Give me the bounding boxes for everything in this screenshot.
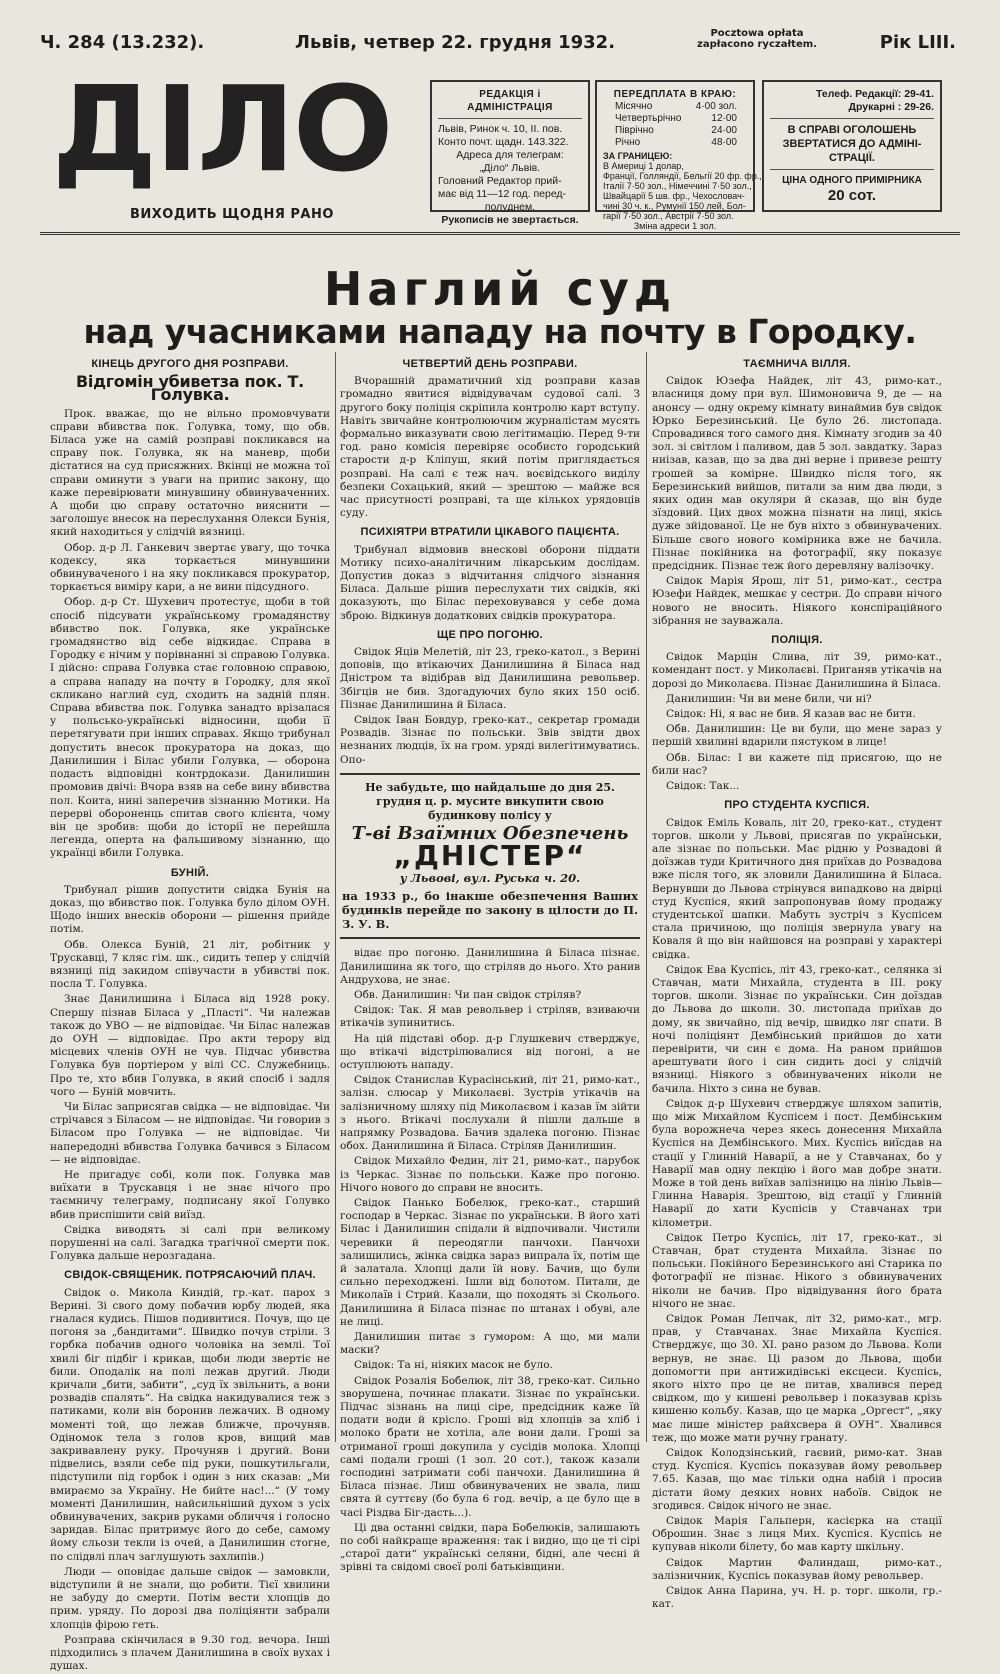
issue-number: Ч. 284 (13.232). xyxy=(40,32,205,53)
section-heading: ЩЕ ПРО ПОГОНЮ. xyxy=(437,628,543,641)
price-row: Річно 48·00 xyxy=(615,137,737,148)
abroad-heading: ЗА ГРАНИЦЕЮ: xyxy=(603,151,673,161)
section-heading: СВІДОК-СВЯЩЕНИК. ПОТРЯСАЮЧИЙ ПЛАЧ. xyxy=(64,1269,316,1282)
editorial-box xyxy=(430,80,590,226)
headline-main: Наглий суд xyxy=(323,262,677,316)
paragraph: Люди — оповідає дальше свідок — замовкли, відступили й не знали, що робити. Тієї хвилини не забуду до смерти. Потім вести хлопців до прим. уряду. По дорозі два поліціянти забрали хлопців фірою геть. xyxy=(50,1565,330,1631)
box-line: Конто почт. щадн. 143.322. xyxy=(438,136,569,148)
paragraph: Свідок Станислав Курасінський, літ 21, римо-кат., залізн. слюсар у Миколаєві. Зустрів утікачів на залізничному шляху під Миколаєвом і казав їм зійти з нього. Втікачі послухали й пішли дальше в напрямку Розвадова. Бачив здалека погоню. Пізнає обох. Данилишина й Біласа. Стріляв Данилишин. xyxy=(340,1074,640,1153)
paragraph: Свідок Петро Куспісь, літ 17, греко-кат., зі Ставчан, брат студента Михайла. Зізнає по польськи. Покійного Березинського ані Старика по фотографії не пізнає. Нікого з обвинувачених ніколи не бачив. Про відвідування його брата нічого не знає. xyxy=(652,1231,942,1310)
ad-top-text: Не забудьте, що найдальше до дня 25. грудня ц. р. мусите викупити свою будинкову полісу у xyxy=(365,780,615,822)
column-1 xyxy=(50,352,330,1673)
section-heading: КІНЕЦЬ ДРУГОГО ДНЯ РОЗПРАВИ. xyxy=(91,358,289,370)
abroad-line: чині 30 ч. к., Румунії 150 лей, Бол- xyxy=(603,201,746,211)
paragraph: Обв. Данилишин: Це ви були, що мене зараз у першій хвилині вдарили пястуком в лице! xyxy=(652,723,942,749)
paragraph: Вчорашній драматичний хід розправи казав громадно явитися відвідувачам судової салі. З другого боку поліція скріпила контролю карт вступу. Навіть звичайне контролюючим журналістам мусять формально виказувати свою легітимацію. Перед 9-ти год. рано комісія перевіряє особисто городський старости д-р Кліпуш, який потім приглядається розправі. На салі є теж нач. воєвідського виділу безпеки Сохацький, який — зрештою — майже вся час присутності розправі, та ще кількох урядовців суду. xyxy=(340,375,640,520)
section-heading: БУНІЙ. xyxy=(170,866,210,879)
paragraph: Свідок Мартин Фалиндаш, римо-кат., залізничник, Куспісь показував йому револьвер. xyxy=(652,1556,942,1582)
postage-line: Pocztowa opłata xyxy=(710,28,804,39)
box-line: Рукописів не звертається. xyxy=(441,214,579,226)
paragraph: Свідок Панько Бобелюк, греко-кат., старший господар в Черкас. Зізнає по українськи. В його хаті Білас і Данилишин спідали й відпочивали. Чистили черевики й переодягли панчохи. Панчохи залишились, жінка свідка зараз випрала їх, потім ще й залатала. Хлопці дали їй нову. Бачив, що були сильно переходжені. Ішли від болотом. Питали, де Миколаїв і Стрий. Казали, що походять зі Сколього. Данилишина й Біласа пізнає по штанах і обуві, але не лиці. xyxy=(340,1196,640,1328)
subscription-box xyxy=(595,80,762,231)
box-heading: ПЕРЕДПЛАТА В КРАЮ: xyxy=(613,89,737,100)
box-line: „Діло“ Львів. xyxy=(479,162,541,174)
insurance-advertisement xyxy=(340,773,640,939)
ad-brand: „ДНІСТЕР“ xyxy=(393,839,587,873)
paragraph: Свідок Розалія Бобелюк, літ 38, греко-кат. Сильно зворушена, починає плакати. Зізнає по українськи. Підчас зізнань на лиці сіре, предсідник каже їй подати води й крісло. Гроші від хлопців за хліб і молоко брати не хотіла, але вони дали. Гроші за отриманої гроші докупила у сусідів молока. Хлопці самі подали гроші (1 зол. 20 сот.), також казали господині затримати собі панчохи. Данилишина й Біласа пізнає. Лиш обвинувачених не звала, лиш свята й суттєву (бо була 6 год. вечір, а це було ще в часі Різдва Біг-дасть...). xyxy=(340,1374,640,1519)
ad-bottom-text: на 1933 р., бо інакше обезпечення Ваших будинків перейде по закону в цілости до П. З. У. В. xyxy=(342,889,638,932)
box-heading: РЕДАКЦІЯ і АДМІНІСТРАЦІЯ xyxy=(467,89,553,113)
phone-line: Телеф. Редакції: 29-41. xyxy=(816,88,934,100)
section-heading: ПРО СТУДЕНТА КУСПІСЯ. xyxy=(724,799,870,812)
box-line: полуднем. xyxy=(484,201,536,213)
abroad-line: Італії 7·50 зол., Німеччині 7·50 зол., xyxy=(603,181,752,191)
ad-address: у Львові, вул. Руська ч. 20. xyxy=(399,871,581,886)
paragraph: Не пригадує собі, коли пок. Голувка мав виїхати в Трускавця і не знає нічого про таємничу телеграму, подписану якої Голувко вбив приспішити свій виїзд. xyxy=(50,1168,330,1221)
paragraph: Трибунал рішив допустити свідка Бунія на доказ, що вбивство пок. Голувка було ділом ОУН. Щодо інших внесків оборони — рішення прийде потім. xyxy=(50,883,330,936)
paragraph: Обв. Олекса Буній, 21 літ, робітник у Трускавці, 7 кляс гім. шк., сидить тепер у слідчій вязниці під закидом співучасти в убивстві пок. посла Т. Голувка. xyxy=(50,938,330,991)
paragraph: Прок. вважає, що не вільно промовчувати справи вбивства пок. Голувка, тому, що обв. Біласа уже на самій розправі покликався на справу пок. Голувка, як на маневр, щоби дістатися на суд присяжних. Вкінці не можна тої справи оминути з уваги на припис закону, що каже перевірювати минувшину обвинуваченних. А щоби цю справу остаточно вияснити — заголошує внесок на переслухання Олекси Бунія, який находиться у слідчій вязниці. xyxy=(50,407,330,539)
column-3 xyxy=(652,352,942,1611)
postage-line: zapłacono ryczałtem. xyxy=(697,39,817,50)
paragraph: Данилишин: Чи ви мене били, чи ні? xyxy=(666,692,872,705)
box-line: Львів, Ринок ч. 10, II. пов. xyxy=(438,123,563,135)
abroad-line: Франції, Голляндії, Бельгії 20 фр. фр., xyxy=(603,171,762,181)
paragraph: Свідка виводять зі салі при великому порушенні на салі. Загадка трагічної смерти пок. Голувка дальше нерозгадана. xyxy=(50,1223,330,1263)
paragraph: Чи Білас заприсягав свідка — не відповідає. Чи стрічався з Біласом — не відповідає. Чи говорив з Біласом про Голувка — не відповідає. Чи напередодні вбивства Голувка бачився з Біласом — не відповідає. xyxy=(50,1100,330,1166)
paragraph: Свідок Роман Лепчак, літ 32, римо-кат., мгр. прав, у Ставчанах. Знає Михайла Куспіся. Стверджує, що 30. ХІ. рано разом до Львова. Коли вернув, не знає. Ці разом до Львова, щоби допомогти при антижидівські ексцеси. Куспісь, якого ніхто про це не питав, хвалився перед свідком, що у кишені револьвер і показував крізь кишеню кольбу. Казав, що це марка „Оргест“, „яку має лише міністер райхсвера й ОУН“. Хвалився теж, що може мати ручну гранату. xyxy=(652,1313,942,1444)
section-heading: ТАЄМНИЧА ВІЛЛЯ. xyxy=(743,358,851,370)
paragraph: Свідок д-р Шухевич стверджує шляхом запитів, що між Михайлом Куспісем і пост. Дембінським була ворожнеча через якесь донесення Михайла Куспіся на Дембінського. Мих. Куспісь виїсдав на стації у Глинній Наварії, а не у Ставчанах, бо у Наварії мав одну лекцію і його мав добре знати. Може в той день виїхав залізницю на лінію Львів—Глинна Наварія. Зрештою, від стації у Глинній Наварії до хати Куспісів у Ставчанах три кілометри. xyxy=(652,1097,942,1229)
newspaper-logo: ДІЛО xyxy=(52,60,392,198)
paragraph: Свідок Марія Гальперн, касієрка на стації Оброшин. Знає з лиця Мих. Куспіся. Куспісь не купував ніколи білету, бо мав карту шкільну. xyxy=(652,1515,942,1554)
column-divider xyxy=(646,352,647,1442)
paragraph: Свідок Іван Бовдур, греко-кат., секретар громади Розвадів. Зізнає по польськи. Звів звідти двох незнаних людців, їх на гром. уряді вилегітимуватись. Опо- xyxy=(340,714,640,766)
box-line: Головний Редактор прий- xyxy=(438,175,562,187)
paragraph: Свідок: Та ні, ніяких масок не було. xyxy=(354,1359,553,1372)
paragraph: Данилишин питає з гумором: А що, ми мали маски? xyxy=(340,1330,640,1357)
column-divider xyxy=(335,352,336,1442)
headline-sub: над учасниками нападу на почту в Городку. xyxy=(83,312,917,351)
box-line: Адреса для телеграм: xyxy=(456,149,564,161)
paragraph: Свідок Юзефа Найдек, літ 43, римо-кат., власниця дому при вул. Шимоновича 9, де — на анонсу — одну окрему кімнату винаймив був свідок Юрко Березинський. Це було 26. листопада. Спровадився того самого дня. Кімнату згодив за 40 зол. зі світлом і паливом, дав 5 зол. завдатку. Зараз ниізав, казав, що за два дні верне і привезе решту грошей за комірне. Швидко після того, як Березинський вийшов, питали за ним два люди, з яких один мав окуляри й сказав, що він буде зїздовий. Цих двох можна пізнати на лиці, якісь дуже зйідованої. Це не був ніхто з обвинувачених. Більше свого нового комірника вже не бачила. Пізнає покійника на фотографії, яку показує предсідник. Пізнає теж його деревляну валізочку. xyxy=(652,375,942,573)
abroad-line: Зміна адреси 1 зол. xyxy=(633,221,717,231)
paragraph: Ці два останні свідки, пара Бобелюків, залишають по собі найкраще враження: так і видно, що це ті сірі „старої дати“ українські селяни, бідні, але чесні й зрівні та свідомі своєї ролі батьківщини. xyxy=(340,1521,640,1574)
ads-notice: В СПРАВІ ОГОЛОШЕНЬ ЗВЕРТАТИСЯ ДО АДМІНІ-СТРАЦІЇ. xyxy=(782,124,922,164)
price-label: ЦІНА ОДНОГО ПРИМІРНИКА xyxy=(782,175,922,186)
paragraph: Свідок Еміль Коваль, літ 20, греко-кат., студент торгов. школи у Львові, присягав по українськи, але зізнає по польськи. Має рідню у Розвадові й доїзжав туди Критичного дня приїхав до Розвадова вже після того, як зловили Данилишина й Біласа. Вернувши до Львова стрінувся випадково на двірці студ Куспіся, який запропонував йому продажу студентської шапки. Мабуть зустріч з Куспісем стала причиною, що поліція звернула увагу на Коваля й що він найшовся на розправі у характері свідка. xyxy=(652,816,942,961)
price-row: Четвертьрічно 12·00 xyxy=(615,113,737,124)
paragraph: Свідок Михайло Федин, літ 21, римо-кат., парубок із Черкас. Зізнає по польськи. Каже про погоню. Нічого нового до справи не вносить. xyxy=(340,1155,640,1194)
masthead-divider xyxy=(40,232,960,235)
section-subheading: Відгомін убиветза пок. Т. Голувка. xyxy=(76,372,304,405)
paragraph: Свідок Анна Парина, уч. Н. р. торг. школи, гр.-кат. xyxy=(652,1585,942,1611)
paragraph: Обор. д-р Ст. Шухевич протестує, щоби в той спосіб підсувати українському громадянству вбивство пок. Голувка, яке українське громадянство від себе відкидає. Справа в Городку є нічим у порівнанні зі справою Голувка. І дійсно: справа Голувка стає головною справою, а справа нападу на почту в Городку, для якої скликано наглий суд, сходить на задній плян. Справа вбивства пок. Голувка занадто врізалася у польсько-українські відносини, щоби її перетягувати при інших справах. Якщо трибунал допустить внесок прокуратора на доказ, що Данилишин і Білас убили Голувка, — оборона подасть відповідні контрдокази. Данилишин промовив двічі: Вчора взяв на себе вину вбивства пол. Коита, нині заперечив зізнанню Мотики. На перерві обороненць спитав свого клієнта, чому він це зробив: щоби до історії не перейшла легенда, оперта на фальшивому зізнанню, що українці вбили Голувка. xyxy=(50,596,330,860)
paragraph: Свідок: Так. Я мав револьвер і стріляв, взиваючи втікачів зупинитись. xyxy=(340,1004,640,1030)
section-heading: ЧЕТВЕРТИЙ ДЕНЬ РОЗПРАВИ. xyxy=(402,358,578,370)
section-heading: ПОЛІЦІЯ. xyxy=(771,634,823,647)
paragraph: На цій підставі обор. д-р Глушкевич стверджує, що втікачі відстрілювалися від погоні, а не оступлюють нападу. xyxy=(340,1032,640,1071)
paragraph: Обв. Данилишин: Чи пан свідок стріляв? xyxy=(354,988,582,1001)
paragraph: Свідок Колодзінський, гаєвий, римо-кат. Знав студ. Куспіся. Куспісь показував йому револьвер 7.65. Казав, що має тільки одна набій і просив дістати йому деяких нових набоїв. Свідок не згодився. Свідок нічого не знає. xyxy=(652,1447,942,1512)
paragraph: Трибунал відмовив внескові оборони піддати Мотику психо-аналітичним лікарським дослідам. Допустив доказ з відчитання слідчого зізнання Біласа. Дальше рішив переслухати тих свідків, які доказують, що Білас переховувався у себе дома зброю. Відкинув додаткових свідків прокуратора. xyxy=(340,543,640,622)
postage-note xyxy=(682,28,832,50)
paragraph: відає про погоню. Данилишина й Біласа пізнає. Данилишина як того, що стріляв до нього. Хто ранив Андрухова, не знає. xyxy=(340,947,640,986)
paragraph: Свідок о. Микола Киндій, гр.-кат. парох з Верині. Зі свого дому побачив юрбу людей, яка гналася кудись. Пішов подивитися. Почув, що це погоня за „бандитами“. Швидко почув стріли. З горбка побачив одного чоловіка на землі. Тої хвилі біг підбіг і крикав, щоби люди звертіє не били. Оподалік на полі лежав другий. Люди кричали „бити, забити“, „суд їх звільнить, а вони розвадів спалять“. На свідка накидувалися теж з патиками, коли він боронив лежачих. В одному моменті той, що лежав ближче, прочуняв. Одіномок тела з голов кров, вищий мав закривавлену руку. Прочуняв і другий. Вони підвелись, взяли себе під руки, пошкутильгали, підступили під горбок і один з них сказав: „Ми вмираємо за Україну. Не бийте нас!...“ (У тому моменті Данилишин, найсильніший духом з усіх обвинувачених, закрив руками обличчя і голосно заридав. Білас притримує його до себе, самому йому сльози текли із очей, а Данилишин стогне, по слідвлі плач заглушують захлипів.) xyxy=(50,1286,330,1563)
abroad-line: Швайцарії 5 шв. фр., Чехословач- xyxy=(603,191,745,201)
abroad-line: В Америці 1 долар, xyxy=(603,161,684,171)
paragraph: Обв. Білас: І ви кажете під присягою, що не били нас? xyxy=(652,751,942,777)
issue-price: 20 сот. xyxy=(827,187,877,204)
top-strip xyxy=(40,28,960,58)
tagline: ВИХОДИТЬ ЩОДНЯ РАНО xyxy=(130,207,334,222)
paragraph: Свідок Марія Ярош, літ 51, римо-кат., сестра Юзефи Найдек, мешкає у сестри. До справи нічого нового не вносить. Ніякого конспіраційного зібрання не зауважала. xyxy=(652,575,942,627)
paragraph: Свідок Марцін Слива, літ 39, римо-кат., комендант пост. у Миколаєві. Приганяв утікачів на дорозі до Миколаєва. Пізнає Данилишина й Біласа. xyxy=(652,651,942,690)
box-line: має від 11—12 год. перед- xyxy=(438,188,567,200)
price-row: Місячно 4·00 зол. xyxy=(615,101,737,112)
paragraph: Свідок Яців Мелетій, літ 23, греко-катол., з Верині доповів, що втікаючих Данилишина й Біласа над Дністром та відібрав від Данилишина револьвер. Збігців не бив. Здогадуючих було яких 150 осіб. Пізнає Данилишина й Біласа. xyxy=(340,646,640,711)
paragraph: Свідок Ева Куспісь, літ 43, греко-кат., селянка зі Ставчан, мати Михайла, студента в ІІІ. року торгов. школи. Зізнає по українськи. Син доїздав до Львова до школи. 30. листопада приїхав до дому, як звичайно, під вечір, швидко ляг спати. В ночі поліціянт Дембінський прийшов до хати перевірити, чи син є дома. На раном прийшов арештувати його і син сидить досі у слідчій вязниці. Ніякого з обвинувачених ніколи не бачила. Ніхто з сина не бував. xyxy=(652,963,942,1095)
ad-firm-name: Т-ві Взаїмних Обезпечень xyxy=(351,822,629,844)
phone-line: Друкарні : 29-26. xyxy=(848,101,934,113)
abroad-line: гарії 7·50 зол., Австрії 7·50 зол. xyxy=(603,211,734,221)
contact-box xyxy=(762,80,942,212)
paragraph: Свідок: Ні, я вас не бив. Я казав вас не бити. xyxy=(666,708,916,721)
paragraph: Розправа скінчилася в 9.30 год. вечора. Інші підходились з плачем Данилишина в своїх вухах і душах. xyxy=(50,1633,330,1673)
place-date: Львів, четвер 22. грудня 1932. xyxy=(295,32,616,53)
price-row: Піврічно 24·00 xyxy=(615,125,737,136)
paragraph: Свідок: Так... xyxy=(666,780,740,793)
paragraph: Знає Данилишина і Біласа від 1928 року. Спершу пізнав Біласа у „Пласті“. Чи належав також до УВО — не відповідає. Чи Білас належав до ОУН — відповідає. Про акти терору від місцевих членів ОУН не чув. Підчас убивства Голувка був портіером у вілі СС. Служебниць. Про те, хто вбив Голувка, в який спосіб і задля чого — Буній мовчить. xyxy=(50,993,330,1098)
column-2 xyxy=(340,352,640,1574)
year: Рік LIII. xyxy=(879,32,956,53)
paragraph: Обор. д-р Л. Ганкевич звертає увагу, що точка кодексу, яка торкається минувшини обвинуваченого і на яку покликався прокуратор, торкається виміру кари, а не вини підсудного. xyxy=(50,541,330,594)
section-heading: ПСИХІЯТРИ ВТРАТИЛИ ЦІКАВОГО ПАЦІЄНТА. xyxy=(360,526,620,539)
